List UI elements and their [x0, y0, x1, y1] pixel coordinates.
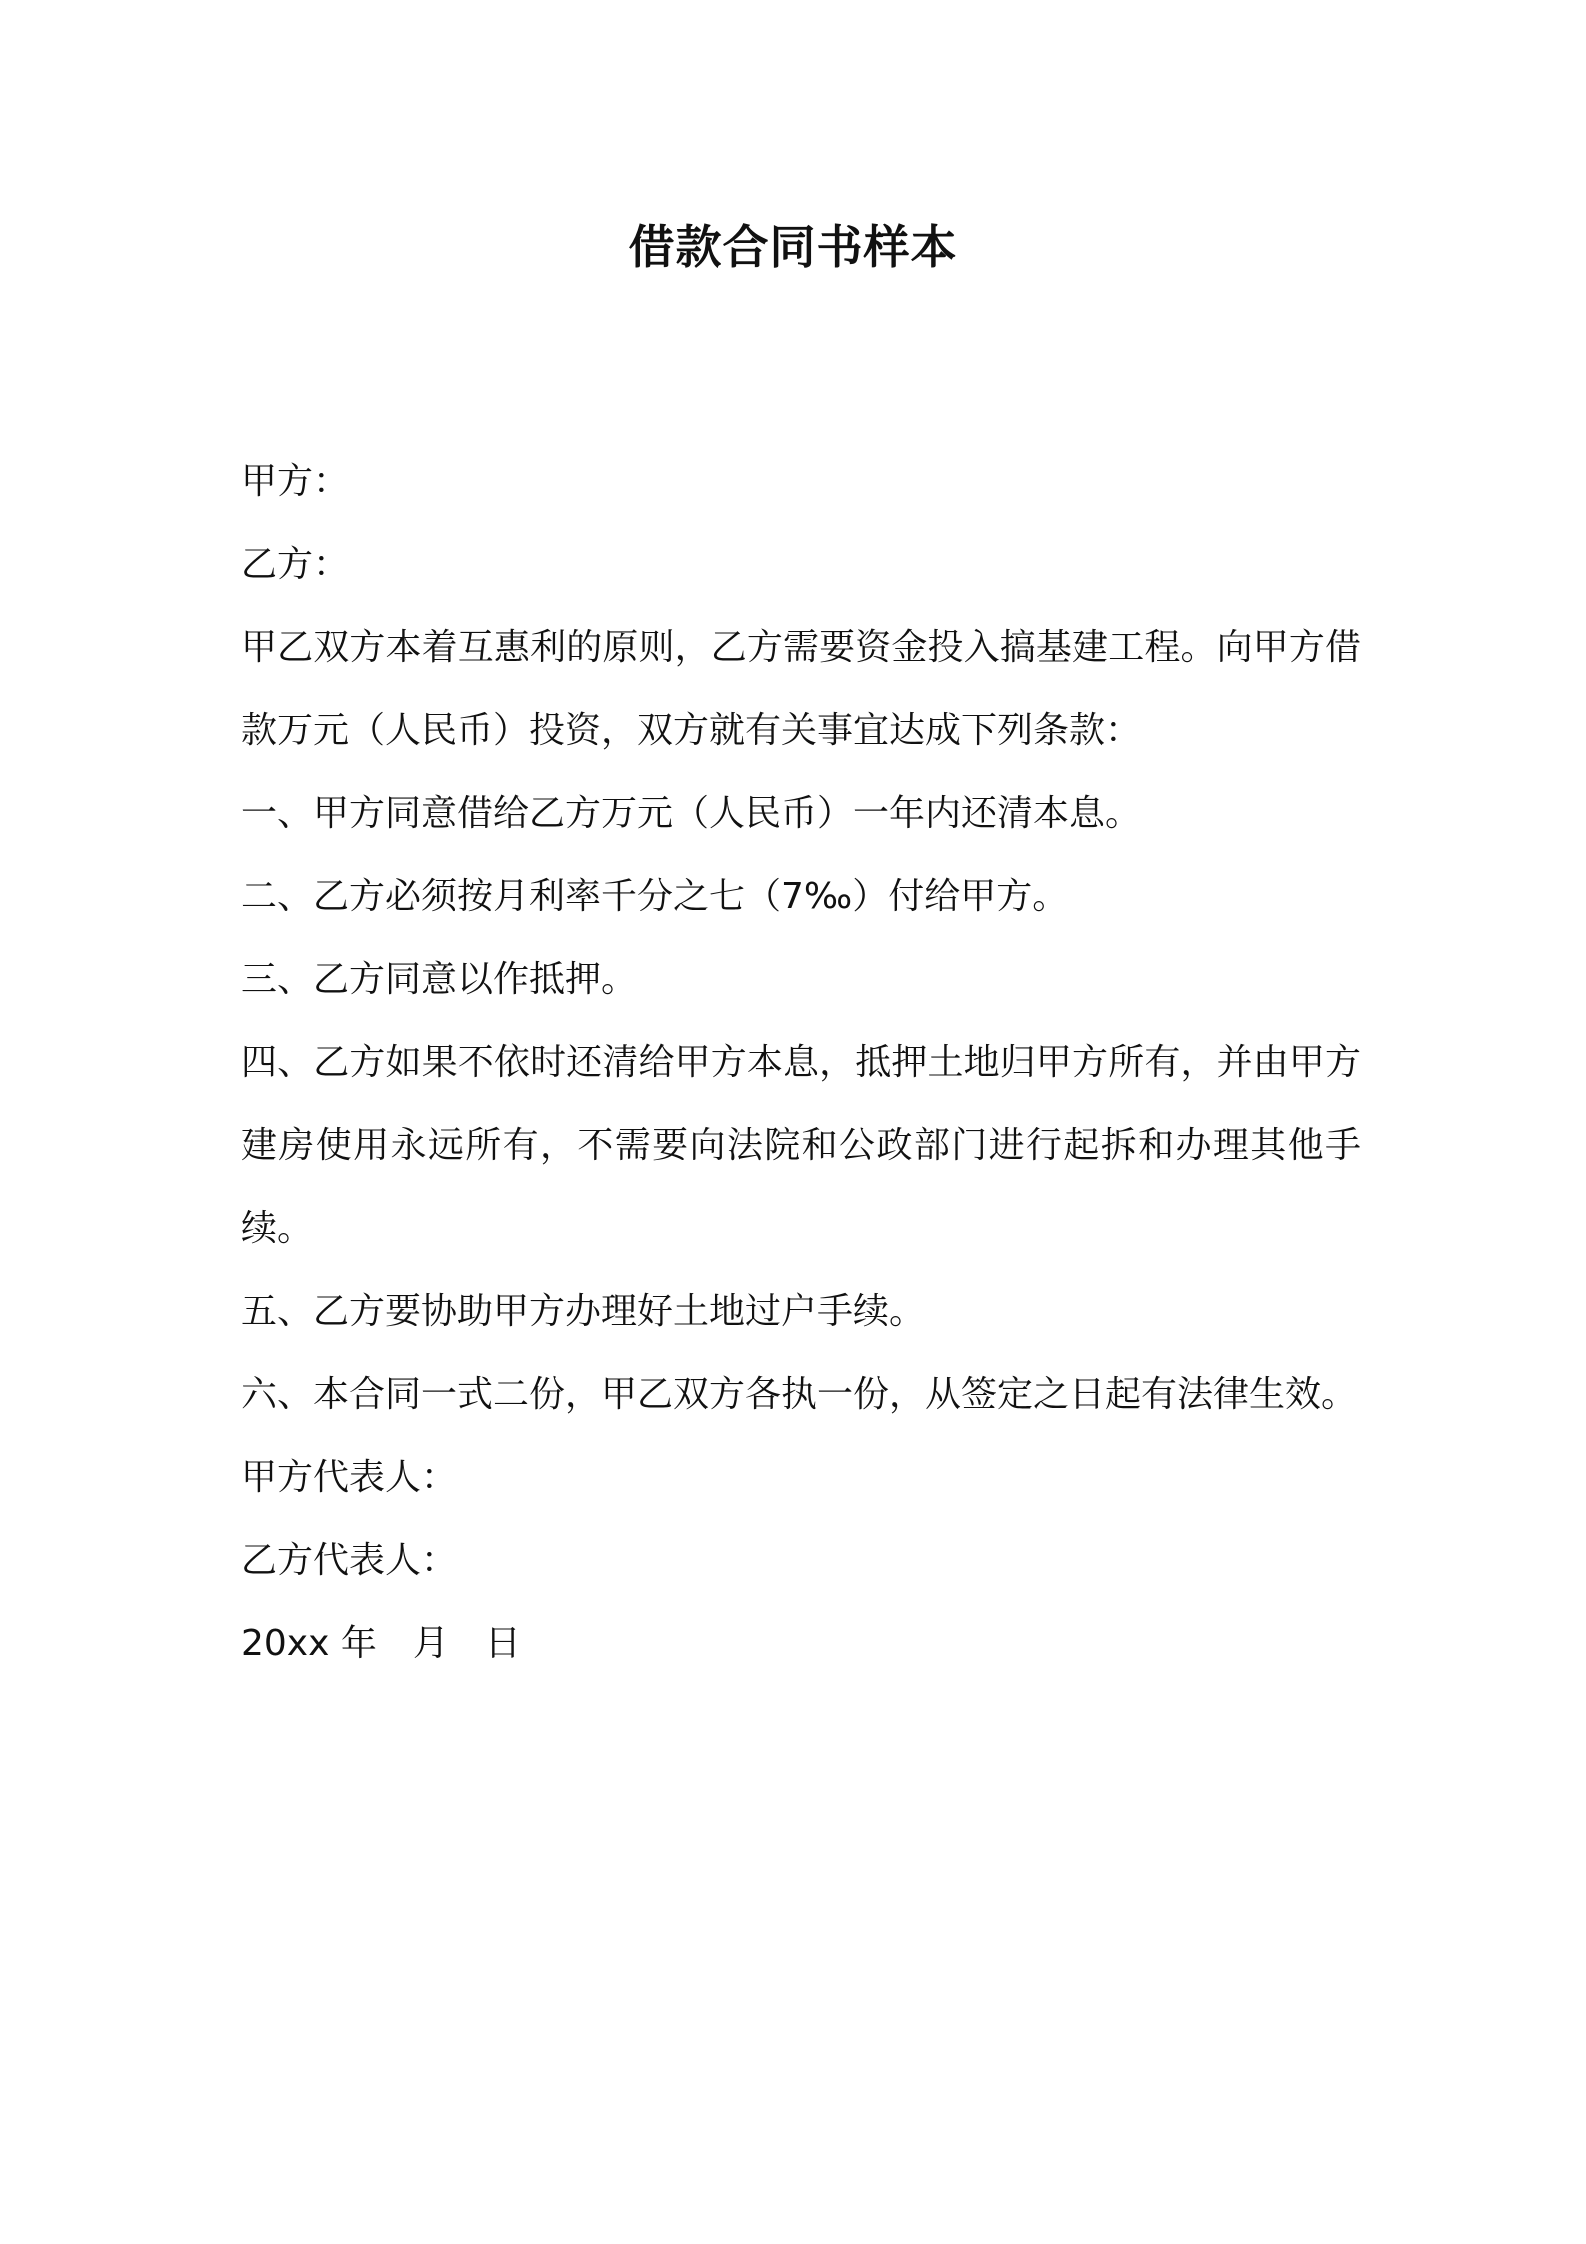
party-a-line: 甲方： — [241, 461, 350, 502]
party-b-representative: 乙方代表人： — [241, 1540, 458, 1581]
intro-paragraph: 甲乙双方本着互惠利的原则，乙方需要资金投入搞基建工程。向甲方借款万元（人民币）投资，双方就有关事宜达成下列条款： — [241, 627, 1361, 751]
clause-6: 六、本合同一式二份，甲乙双方各执一份，从签定之日起有法律生效。 — [241, 1374, 1358, 1415]
document-title: 借款合同书样本 — [628, 220, 958, 274]
signing-date — [241, 1602, 1361, 1685]
document-body — [241, 440, 1361, 1685]
clause-4: 四、乙方如果不依时还清给甲方本息，抵押土地归甲方所有，并由甲方建房使用永远所有，不需要向法院和公政部门进行起拆和办理其他手续。 — [241, 1042, 1361, 1249]
party-a-representative: 甲方代表人： — [241, 1457, 458, 1498]
date-day: 日 — [484, 1623, 521, 1664]
party-b-line: 乙方： — [241, 544, 350, 585]
clause-3: 三、乙方同意以作抵押。 — [241, 959, 638, 1000]
clause-1: 一、甲方同意借给乙方万元（人民币）一年内还清本息。 — [241, 793, 1142, 834]
date-year: 20xx 年 — [241, 1623, 377, 1664]
clause-5: 五、乙方要协助甲方办理好土地过户手续。 — [241, 1291, 926, 1332]
clause-2: 二、乙方必须按月利率千分之七（7‰）付给甲方。 — [241, 876, 1069, 917]
date-month: 月 — [412, 1623, 449, 1664]
